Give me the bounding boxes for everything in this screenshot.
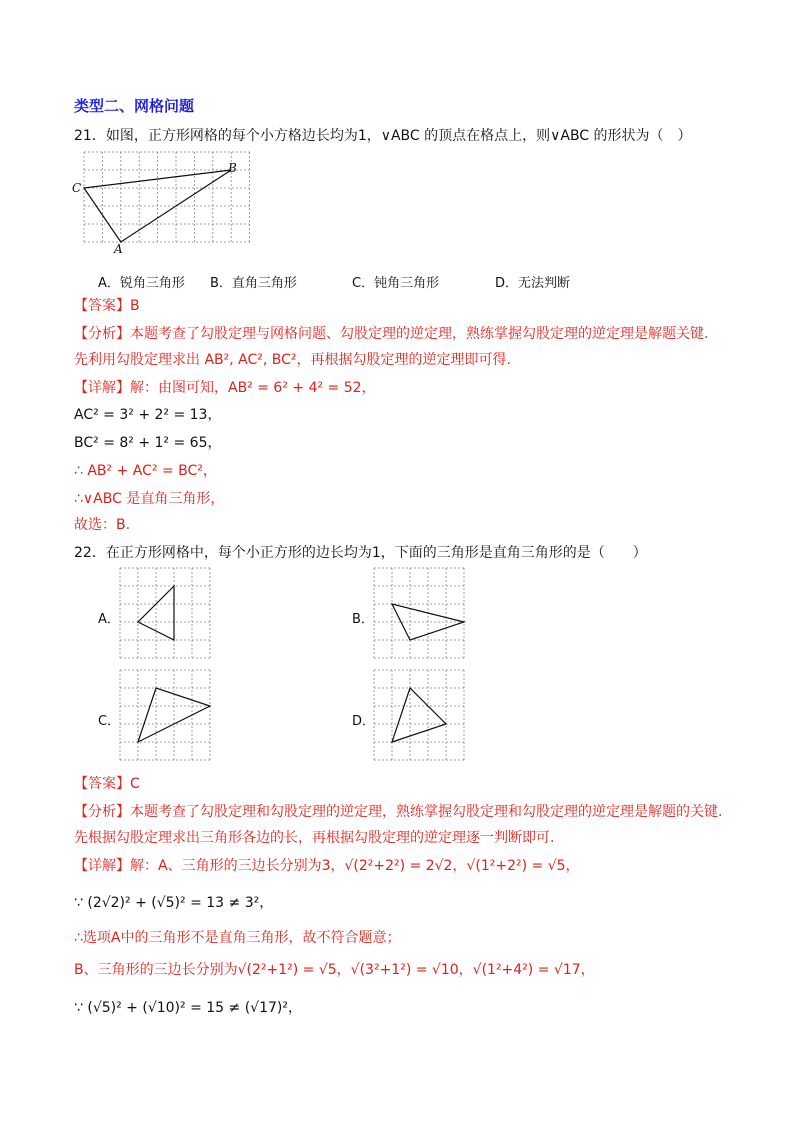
q22-detail-1: 【详解】解：A、三角形的三边长分别为3，√(2²+2²) = 2√2，√(1²+2²) = √5， [74, 858, 580, 874]
q21-option-d: D．无法判断 [495, 276, 571, 291]
q21-label-a: A [114, 242, 123, 256]
q21-detail-1: 【详解】解：由图可知，AB² = 6² + 4² = 52， [74, 380, 376, 396]
q22-detail-4: B、三角形的三边长分别为√(2²+1²) = √5，√(3²+1²) = √10，√(1²+4²) = √17， [74, 962, 595, 978]
q22-analysis-2: 先根据勾股定理求出三角形各边的长，再根据勾股定理的逆定理逐一判断即可. [74, 830, 555, 846]
q21-detail-5: ∴∨ABC 是直角三角形， [74, 491, 225, 507]
q22-stem: 22．在正方形网格中，每个小正方形的边长均为1，下面的三角形是直角三角形的是（ ） [74, 545, 647, 561]
q21-detail-6: 故选：B. [74, 517, 131, 533]
q22-detail-3: ∴选项A中的三角形不是直角三角形，故不符合题意； [74, 930, 401, 946]
q22-option-label-b: B． [352, 612, 374, 627]
q22-analysis-1: 【分析】本题考查了勾股定理和勾股定理的逆定理，熟练掌握勾股定理和勾股定理的逆定理是解题的关键. [74, 804, 723, 820]
q21-analysis-2: 先利用勾股定理求出 AB², AC², BC²，再根据勾股定理的逆定理即可得. [74, 352, 511, 368]
q22-figure-a [120, 568, 212, 660]
q21-label-c: C [72, 181, 82, 195]
q22-detail-2: ∵ (2√2)² + (√5)² = 13 ≠ 3²， [74, 895, 274, 911]
q21-answer: 【答案】B [74, 298, 140, 314]
q21-grid-figure [72, 152, 254, 256]
q22-detail-5: ∵ (√5)² + (√10)² = 15 ≠ (√17)²， [74, 1000, 302, 1016]
q22-answer: 【答案】C [74, 776, 140, 792]
q21-option-b: B．直角三角形 [210, 276, 297, 291]
q22-option-label-d: D． [352, 714, 376, 729]
q21-analysis-1: 【分析】本题考查了勾股定理与网格问题、勾股定理的逆定理，熟练掌握勾股定理的逆定理是解题关键. [74, 326, 709, 342]
q21-stem: 21．如图，正方形网格的每个小方格边长均为1，∨ABC 的顶点在格点上，则∨ABC 的形状为（ ） [74, 128, 692, 144]
q22-figure-d [374, 670, 466, 762]
q22-option-label-c: C． [98, 714, 121, 729]
q21-label-b: B [228, 161, 237, 175]
q21-option-c: C．钝角三角形 [352, 276, 440, 291]
q22-grid-a [120, 568, 210, 658]
q21-grid [84, 152, 250, 242]
q21-detail-2: AC² = 3² + 2² = 13， [74, 407, 222, 423]
q22-grid-c [120, 670, 210, 760]
section-title: 类型二、网格问题 [74, 97, 195, 115]
q21-detail-3: BC² = 8² + 1² = 65， [74, 435, 222, 451]
q22-grid-d [374, 670, 464, 760]
q22-figure-c [120, 670, 212, 762]
q21-option-a: A．锐角三角形 [98, 276, 185, 291]
q22-grid-b [374, 568, 464, 658]
q21-detail-4: ∴ AB² + AC² = BC²， [74, 463, 217, 479]
q22-option-label-a: A． [98, 612, 120, 627]
q22-triangle-d [392, 688, 446, 742]
q22-figure-b [374, 568, 466, 660]
